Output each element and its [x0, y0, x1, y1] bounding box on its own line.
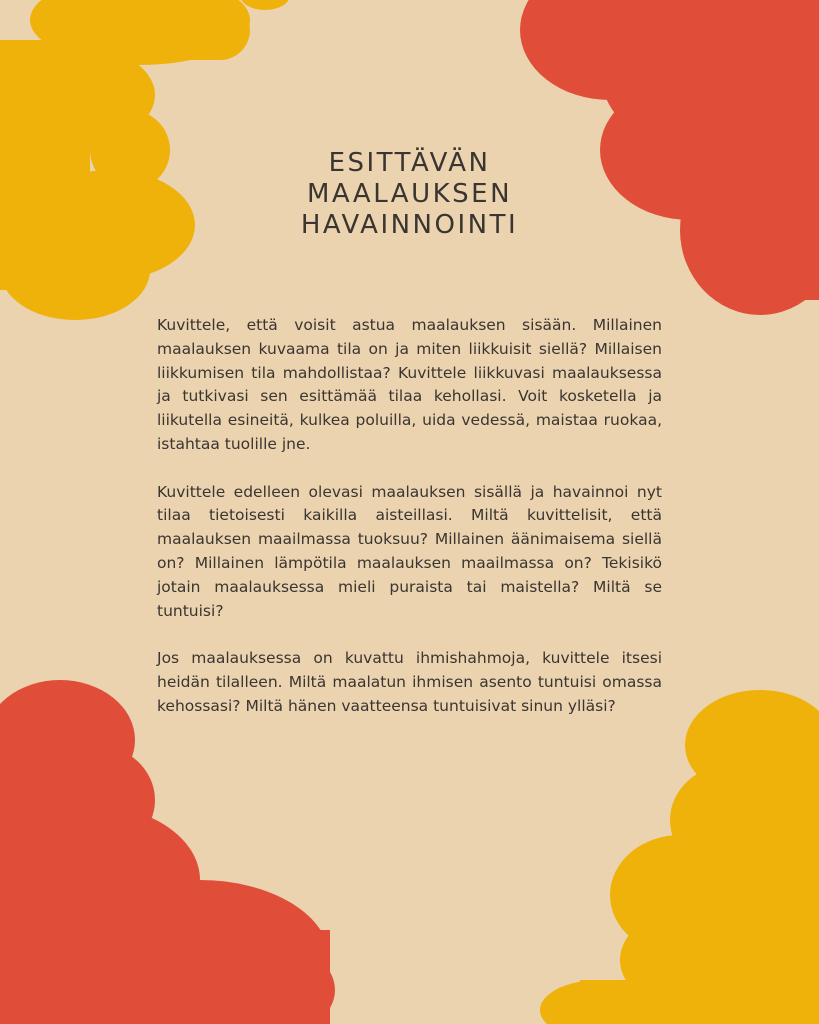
- title-line-1: ESITTÄVÄN: [328, 148, 491, 178]
- title-line-2: MAALAUKSEN: [306, 179, 513, 209]
- body-text: [157, 314, 662, 742]
- paragraph-2: Kuvittele edelleen olevasi maalauksen sisällä ja havainnoi nyt tilaa tietoisesti kaikilla aisteillasi. Miltä kuvittelisit, että maalauksen maailmassa tuoksuu? Millainen äänimaisema siellä on? Millainen lämpötila maalauksen maailmassa on? Tekisikö jotain maalauksessa mieli puraista tai maistella? Miltä se tuntuisi?: [157, 482, 662, 620]
- paragraph-1: Kuvittele, että voisit astua maalauksen sisään. Millainen maalauksen kuvaama tila on ja miten liikkuisit siellä? Millaisen liikkumisen tila mahdollistaa? Kuvittele liikkuvasi maalauksessa ja tutkivasi sen esittämää tilaa kehollasi. Voit kosketella ja liikutella esineitä, kulkea poluilla, uida vedessä, maistaa ruokaa, istahtaa tuolille jne.: [157, 316, 662, 453]
- title-line-3: HAVAINNOINTI: [300, 210, 519, 240]
- paragraph-3: Jos maalauksessa on kuvattu ihmishahmoja, kuvittele itsesi heidän tilalleen. Miltä maalatun ihmisen asento tuntuisi omassa kehossasi? Miltä hänen vaatteensa tuntuisivat sinun ylläsi?: [157, 649, 662, 715]
- page-title: [0, 148, 819, 241]
